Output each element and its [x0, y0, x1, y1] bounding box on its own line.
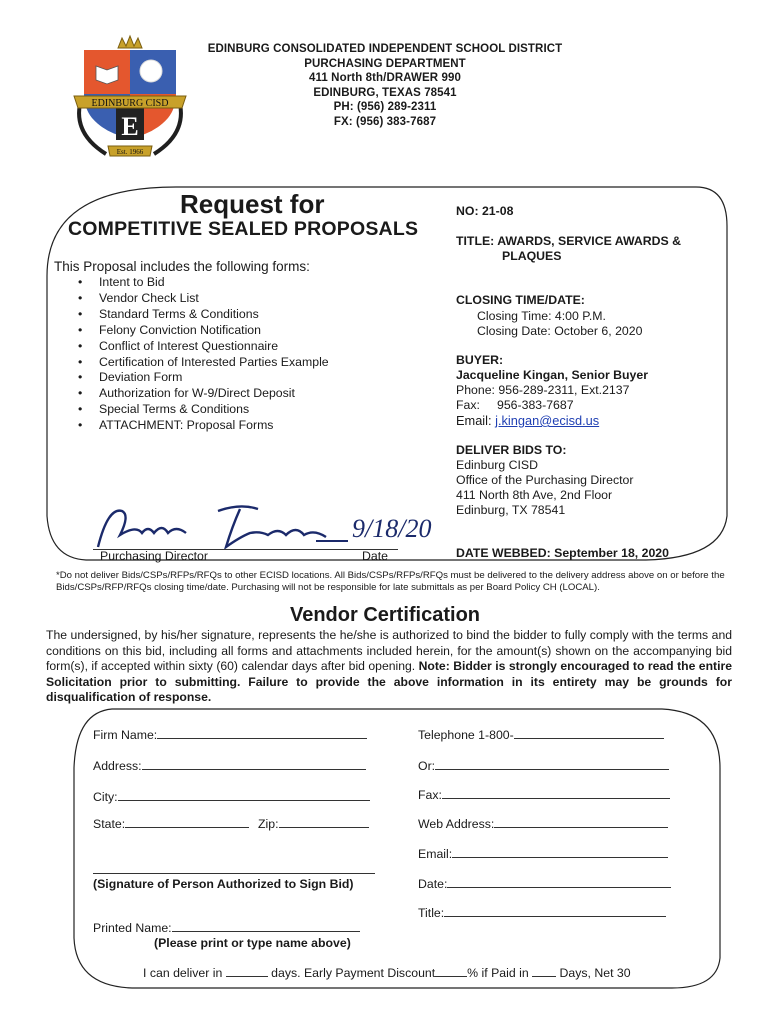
address-label: Address:: [93, 759, 142, 773]
printed-name-hint: (Please print or type name above): [154, 936, 351, 950]
paid-days-input[interactable]: [532, 966, 556, 977]
title-field[interactable]: [418, 906, 666, 920]
zip-label: Zip:: [258, 817, 279, 831]
closing-label: CLOSING TIME/DATE:: [456, 293, 585, 307]
vendor-cert-title: Vendor Certification: [289, 604, 481, 626]
title-label: Title:: [418, 906, 445, 920]
address-field[interactable]: [93, 759, 366, 773]
proposal-title: TITLE: AWARDS, SERVICE AWARDS &: [456, 234, 682, 248]
forms-list: [78, 275, 329, 434]
signature-field[interactable]: [93, 873, 375, 874]
paid-in-text: % if Paid in: [467, 966, 529, 980]
header-line: EDINBURG, TEXAS 78541: [313, 86, 457, 99]
buyer-email-label: Email:: [456, 413, 496, 428]
date-label: Date: [362, 549, 388, 563]
request-title: Request for: [180, 189, 325, 219]
director-signature: [90, 497, 432, 555]
deliver-line: Edinburg, TX 78541: [456, 503, 566, 517]
fax-field[interactable]: [418, 788, 670, 802]
buyer-name: Jacqueline Kingan, Senior Buyer: [456, 368, 649, 382]
firm-name-field[interactable]: [93, 728, 367, 742]
printed-name-label: Printed Name:: [93, 921, 172, 935]
web-address-field[interactable]: [418, 817, 668, 831]
purchasing-director-label: Purchasing Director: [100, 549, 208, 563]
list-item: • Authorization for W-9/Direct Deposit: [78, 386, 329, 402]
list-item: • Intent to Bid: [78, 275, 329, 291]
deliver-line: Edinburg CISD: [456, 458, 539, 472]
list-item: • Felony Conviction Notification: [78, 323, 329, 339]
list-item: • ATTACHMENT: Proposal Forms: [78, 418, 329, 434]
list-item: • Conflict of Interest Questionnaire: [78, 339, 329, 355]
date-field[interactable]: [418, 877, 671, 891]
header-line: 411 North 8th/DRAWER 990: [309, 72, 461, 85]
fax-label: Fax:: [418, 788, 442, 802]
zip-field[interactable]: [258, 817, 369, 831]
city-field[interactable]: [93, 790, 370, 804]
web-address-label: Web Address:: [418, 817, 495, 831]
list-item: • Certification of Interested Parties Example: [78, 355, 329, 371]
printed-name-field[interactable]: [93, 921, 360, 935]
logo-est-text: Est. 1966: [116, 148, 144, 156]
vendor-cert-note: Note: Bidder is strongly encouraged to read the entire Solicitation prior to submitting. Failure to provide the above information in its entirety may be grounds for disqualification of response.: [46, 659, 732, 704]
buyer-label: BUYER:: [456, 353, 504, 367]
buyer-phone: Phone: 956-289-2311, Ext.2137: [456, 383, 630, 397]
list-item: • Vendor Check List: [78, 291, 329, 307]
firm-name-label: Firm Name:: [93, 728, 158, 742]
header-line: PH: (956) 289-2311: [333, 101, 437, 114]
deliver-line: 411 North 8th Ave, 2nd Floor: [456, 488, 613, 502]
delivery-days-input[interactable]: [226, 966, 268, 977]
header-line: FX: (956) 383-7687: [333, 115, 437, 128]
date-field-label: Date:: [418, 877, 448, 891]
signature-label: (Signature of Person Authorized to Sign Bid): [93, 877, 354, 891]
vendor-cert-text: [46, 628, 732, 706]
state-field[interactable]: [93, 817, 249, 831]
proposal-number: NO: 21-08: [456, 204, 514, 218]
email-field[interactable]: [418, 847, 668, 861]
email-label: Email:: [418, 847, 453, 861]
telephone-label: Telephone 1-800-: [418, 728, 514, 742]
list-item: • Deviation Form: [78, 370, 329, 386]
deliver-line: Office of the Purchasing Director: [456, 473, 634, 487]
proposal-title-cont: PLAQUES: [502, 249, 562, 263]
list-item: • Standard Terms & Conditions: [78, 307, 329, 323]
forms-intro: This Proposal includes the following forms:: [54, 259, 310, 274]
delivery-text: I can deliver in: [143, 966, 223, 980]
buyer-fax: Fax: 956-383-7687: [456, 398, 574, 412]
closing-date: Closing Date: October 6, 2020: [477, 324, 643, 338]
district-header: [140, 42, 630, 130]
state-label: State:: [93, 817, 126, 831]
header-line: PURCHASING DEPARTMENT: [304, 57, 466, 70]
telephone-field[interactable]: [418, 728, 664, 742]
deliver-label: DELIVER BIDS TO:: [456, 443, 567, 457]
alt-phone-field[interactable]: [418, 759, 669, 773]
or-label: Or:: [418, 759, 436, 773]
delivery-disclaimer: *Do not deliver Bids/CSPs/RFPs/RFQs to other ECISD locations. All Bids/CSPs/RFPs/RFQs must be delivered to the delivery address above on or before the Bids/CSPs/RFP/RFQs closing time/date. Purchasing will not be responsible for late submittals as per Board Policy CH (LOCAL).: [56, 570, 725, 593]
buyer-email-link[interactable]: j.kingan@ecisd.us: [495, 413, 600, 428]
vendor-cert-body: The undersigned, by his/her signature, represents the he/she is authorized to bind the bidder to fully comply with the terms and conditions on this bid, including all forms and attachments included herein, for the amount(s) shown on the accompanying bid form(s), if accepted within sixty (60) calendar days after bid opening.: [46, 628, 732, 673]
list-item: • Special Terms & Conditions: [78, 402, 329, 418]
logo-letter: E: [121, 112, 139, 141]
signed-date: 9/18/20: [352, 514, 432, 543]
discount-input[interactable]: [435, 966, 467, 977]
logo-banner-text: EDINBURG CISD: [91, 98, 169, 109]
delivery-terms: [143, 966, 631, 980]
discount-text: days. Early Payment Discount: [271, 966, 436, 980]
net-text: Days, Net 30: [559, 966, 631, 980]
closing-time: Closing Time: 4:00 P.M.: [477, 309, 606, 323]
request-subtitle: COMPETITIVE SEALED PROPOSALS: [68, 218, 419, 240]
date-webbed: DATE WEBBED: September 18, 2020: [456, 546, 669, 560]
city-label: City:: [93, 790, 118, 804]
header-line: EDINBURG CONSOLIDATED INDEPENDENT SCHOOL DISTRICT: [207, 43, 563, 55]
